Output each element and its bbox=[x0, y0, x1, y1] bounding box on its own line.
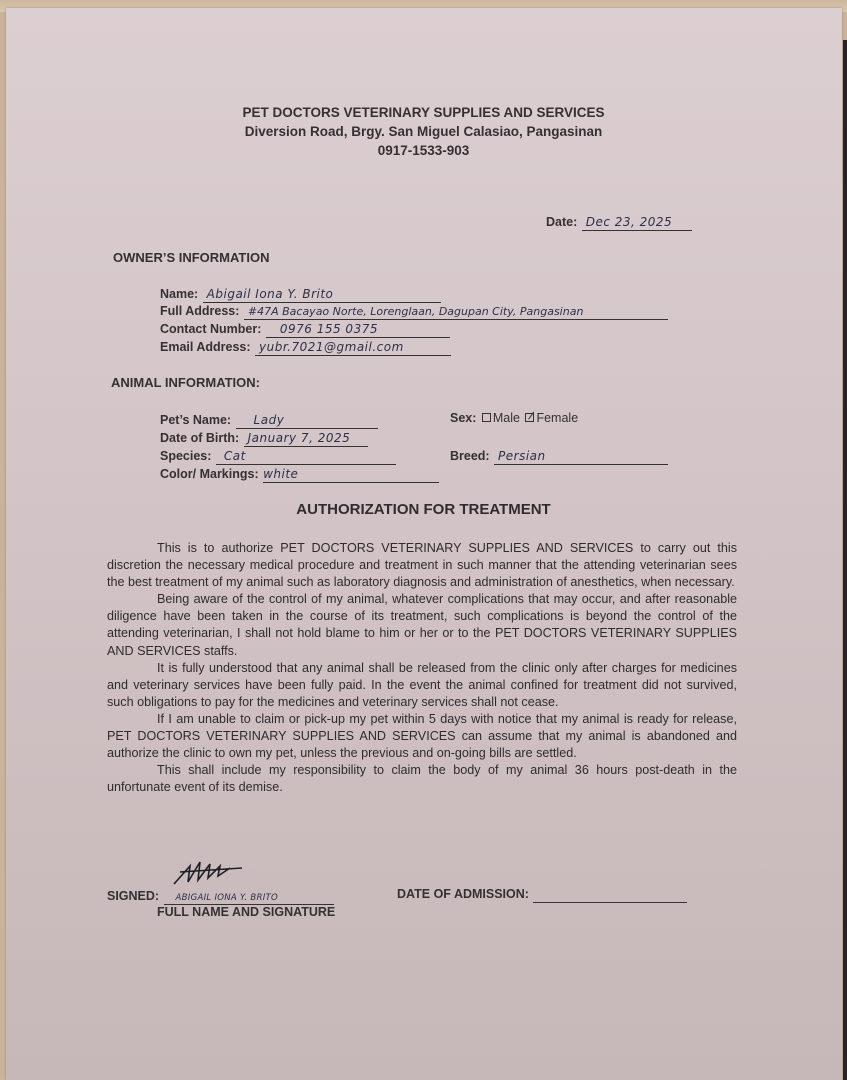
pet-color-value: white bbox=[263, 467, 299, 481]
owner-address-field[interactable] bbox=[160, 302, 668, 320]
signed-line bbox=[164, 889, 334, 905]
signed-field[interactable] bbox=[107, 887, 334, 905]
pet-species-label: Species: bbox=[160, 449, 212, 463]
pet-species-value: Cat bbox=[223, 449, 246, 463]
pet-dob-field[interactable] bbox=[160, 429, 368, 447]
signed-label: SIGNED: bbox=[107, 889, 160, 903]
owner-contact-field[interactable] bbox=[160, 320, 450, 338]
owner-name-line bbox=[203, 287, 441, 303]
pet-name-label: Pet’s Name: bbox=[160, 413, 232, 427]
signature-caption: FULL NAME AND SIGNATURE bbox=[157, 905, 336, 919]
pet-name-value: Lady bbox=[253, 413, 285, 427]
owner-contact-value: 0976 155 0375 bbox=[279, 322, 378, 336]
pet-breed-line bbox=[494, 449, 668, 465]
pet-sex-label: Sex: bbox=[450, 411, 477, 425]
animal-section-title: ANIMAL INFORMATION: bbox=[111, 375, 260, 390]
owner-contact-line bbox=[266, 322, 450, 338]
owner-email-field[interactable] bbox=[160, 338, 451, 356]
business-phone: 0917-1533-903 bbox=[377, 143, 470, 158]
owner-name-field[interactable] bbox=[160, 285, 441, 303]
authorization-title: AUTHORIZATION FOR TREATMENT bbox=[296, 501, 551, 518]
date-value: Dec 23, 2025 bbox=[585, 215, 673, 229]
pet-breed-label: Breed: bbox=[450, 449, 490, 463]
authorization-paragraph: This shall include my responsibility to claim the body of my animal 36 hours post-death in the unfortunate event of its demise. bbox=[107, 763, 737, 795]
owner-address-line bbox=[244, 304, 668, 320]
pet-breed-value: Persian bbox=[498, 449, 546, 463]
admission-date-label: DATE OF ADMISSION: bbox=[397, 887, 529, 901]
business-name: PET DOCTORS VETERINARY SUPPLIES AND SERVICES bbox=[242, 105, 605, 120]
owner-name-value: Abigail Iona Y. Brito bbox=[206, 287, 334, 301]
admission-date-line bbox=[533, 887, 687, 903]
date-label: Date: bbox=[546, 215, 578, 229]
owner-email-line bbox=[255, 340, 451, 356]
pet-color-label: Color/ Markings: bbox=[160, 467, 259, 481]
pet-species-line bbox=[216, 449, 396, 465]
pet-name-line bbox=[236, 413, 378, 429]
authorization-body bbox=[107, 540, 737, 796]
owner-email-value: yubr.7021@gmail.com bbox=[259, 340, 404, 354]
sex-female-label: Female bbox=[536, 411, 579, 425]
authorization-paragraph: This is to authorize PET DOCTORS VETERINARY SUPPLIES AND SERVICES to carry out this discretion the necessary medical procedure and treatment in such manner that the attending veterinarian sees the best treatment of my animal such as laboratory diagnosis and administration of anesthetics, when necessary. bbox=[107, 541, 737, 590]
authorization-paragraph: It is fully understood that any animal shall be released from the clinic only after charges for medicines and veterinary services have been fully paid. In the event the animal confined for treatment did not survived, such obligations to pay for the medicines and veterinary services shall not cease. bbox=[107, 660, 737, 709]
date-field[interactable] bbox=[546, 213, 692, 231]
pet-species-field[interactable] bbox=[160, 447, 396, 465]
sex-female-checkbox[interactable] bbox=[525, 413, 534, 422]
sex-male-label: Male bbox=[492, 411, 520, 425]
owner-address-label: Full Address: bbox=[160, 304, 240, 318]
pet-sex-field bbox=[450, 411, 578, 425]
owner-name-label: Name: bbox=[160, 287, 199, 301]
date-line bbox=[582, 215, 692, 231]
owner-email-label: Email Address: bbox=[160, 340, 251, 354]
pet-color-field[interactable] bbox=[160, 465, 439, 483]
pet-dob-value: January 7, 2025 bbox=[247, 431, 351, 445]
owner-contact-label: Contact Number: bbox=[160, 322, 262, 336]
owner-address-value: #47A Bacayao Norte, Lorenglaan, Dagupan City, Pangasinan bbox=[247, 305, 584, 318]
signature-scribble bbox=[170, 858, 250, 888]
admission-date-field[interactable] bbox=[397, 885, 687, 903]
signed-name-value: ABIGAIL IONA Y. BRITO bbox=[175, 893, 279, 903]
owner-section-title: OWNER’S INFORMATION bbox=[113, 250, 270, 265]
authorization-paragraph: If I am unable to claim or pick-up my pet within 5 days with notice that my animal is ready for release, PET DOCTORS VETERINARY SUPPLIES AND SERVICES can assume that my animal is abandoned and authorize the clinic to own my pet, unless the previous and on-going bills are settled. bbox=[107, 711, 737, 761]
authorization-paragraph: Being aware of the control of my animal, whatever complications that may occur, and after reasonable diligence have been taken in the course of its treatment, such complications is beyond the control of the attending veterinarian, I shall not hold blame to him or her or to the PET DOCTORS VETERINARY SUPPLIES AND SERVICES staffs. bbox=[107, 592, 737, 658]
pet-breed-field[interactable] bbox=[450, 447, 668, 465]
sex-male-checkbox[interactable] bbox=[482, 413, 491, 422]
pet-name-field[interactable] bbox=[160, 411, 378, 429]
pet-dob-label: Date of Birth: bbox=[160, 431, 240, 445]
paper-edge-shadow bbox=[843, 40, 847, 1080]
pet-dob-line bbox=[244, 431, 368, 447]
pet-color-line bbox=[263, 467, 439, 483]
business-address: Diversion Road, Brgy. San Miguel Calasiao, Pangasinan bbox=[244, 124, 603, 139]
